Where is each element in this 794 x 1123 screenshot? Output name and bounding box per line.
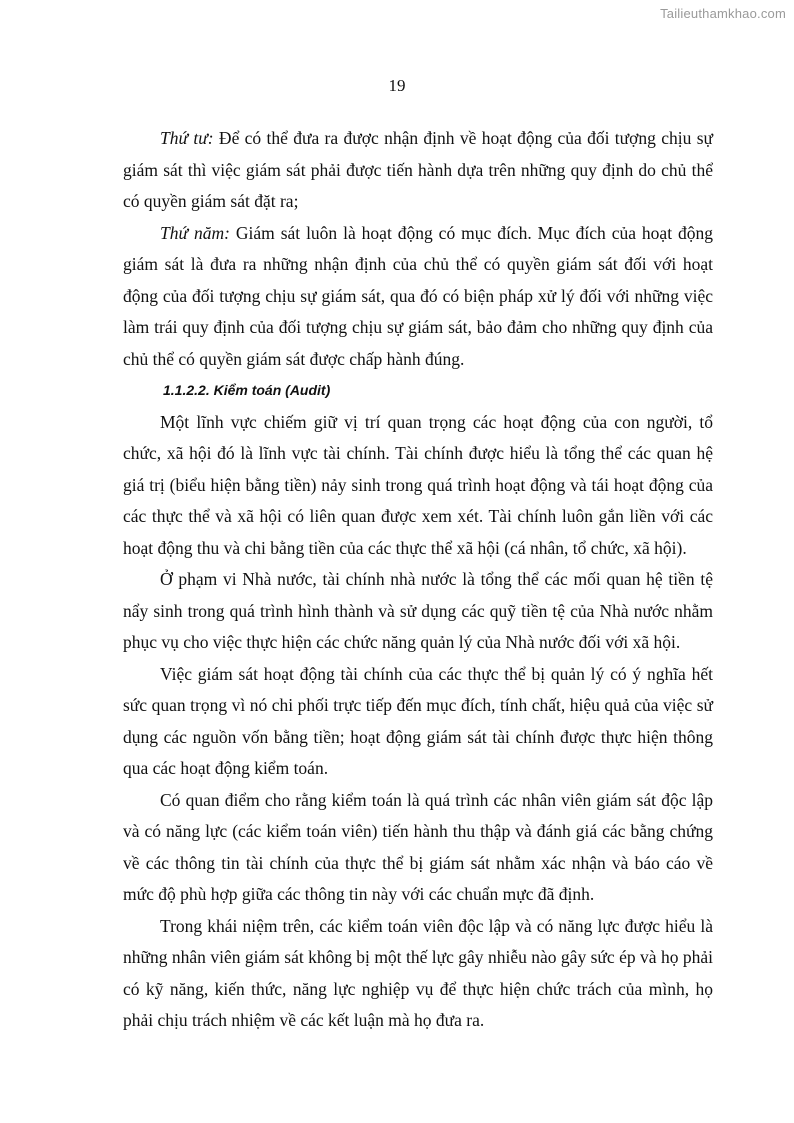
body-paragraph: Trong khái niệm trên, các kiểm toán viên độc lập và có năng lực được hiểu là những nhân viên giám sát không bị một thế lực gây nhiễu nào gây sức ép và họ phải có kỹ năng, kiến thức, năng lực nghiệp vụ để thực hiện chức trách của mình, họ phải chịu trách nhiệm về các kết luận mà họ đưa ra. [123,915,713,1030]
paragraph-lead: Thứ tư: [160,128,214,148]
paragraph-text: Giám sát luôn là hoạt động có mục đích. Mục đích của hoạt động giám sát là đưa ra những nhận định của chủ thể có quyền giám sát đối với hoạt động của đối tượng chịu sự giám sát, qua đó có biện pháp xử lý đối với những việc làm trái quy định của đối tượng chịu sự giám sát, bảo đảm cho những quy định của chủ thể có quyền giám sát được chấp hành đúng. [123,222,713,369]
body-paragraph: Một lĩnh vực chiếm giữ vị trí quan trọng các hoạt động của con người, tổ chức, xã hội đó là lĩnh vực tài chính. Tài chính được hiểu là tổng thể các quan hệ giá trị (biểu hiện bằng tiền) nảy sinh trong quá trình hoạt động và tái hoạt động của các thực thể và xã hội có liên quan được xem xét. Tài chính luôn gắn liền với các hoạt động thu và chi bằng tiền của các thực thể xã hội (cá nhân, tổ chức, xã hội). [123,411,713,558]
body-paragraph: Ở phạm vi Nhà nước, tài chính nhà nước là tổng thể các mối quan hệ tiền tệ nẩy sinh trong quá trình hình thành và sử dụng các quỹ tiền tệ của Nhà nước nhằm phục vụ cho việc thực hiện các chức năng quản lý của Nhà nước đối với xã hội. [123,569,713,652]
section-heading: 1.1.2.2. Kiểm toán (Audit) [163,382,331,398]
body-paragraph: Có quan điểm cho rằng kiểm toán là quá trình các nhân viên giám sát độc lập và có năng lực (các kiểm toán viên) tiến hành thu thập và đánh giá các bằng chứng về các thông tin tài chính của thực thể bị giám sát nhằm xác nhận và báo cáo về mức độ phù hợp giữa các thông tin này với các chuẩn mực đã định. [123,789,713,904]
body-paragraph: Việc giám sát hoạt động tài chính của các thực thể bị quản lý có ý nghĩa hết sức quan trọng vì nó chi phối trực tiếp đến mục đích, tính chất, hiệu quả của việc sử dụng các nguồn vốn bằng tiền; hoạt động giám sát tài chính được thực hiện thông qua các hoạt động kiểm toán. [123,663,713,778]
paragraph-thu-nam [123,218,713,376]
watermark: Tailieuthamkhao.com [660,6,786,21]
paragraph-thu-tu [123,123,713,218]
paragraph-lead: Thứ năm: [160,222,230,243]
page-number: 19 [388,76,406,95]
paragraph-text: Để có thể đưa ra được nhận định về hoạt động của đối tượng chịu sự giám sát thì việc giám sát phải được tiến hành dựa trên những quy định do chủ thể có quyền giám sát đặt ra; [123,128,713,211]
document-body [123,123,713,1037]
